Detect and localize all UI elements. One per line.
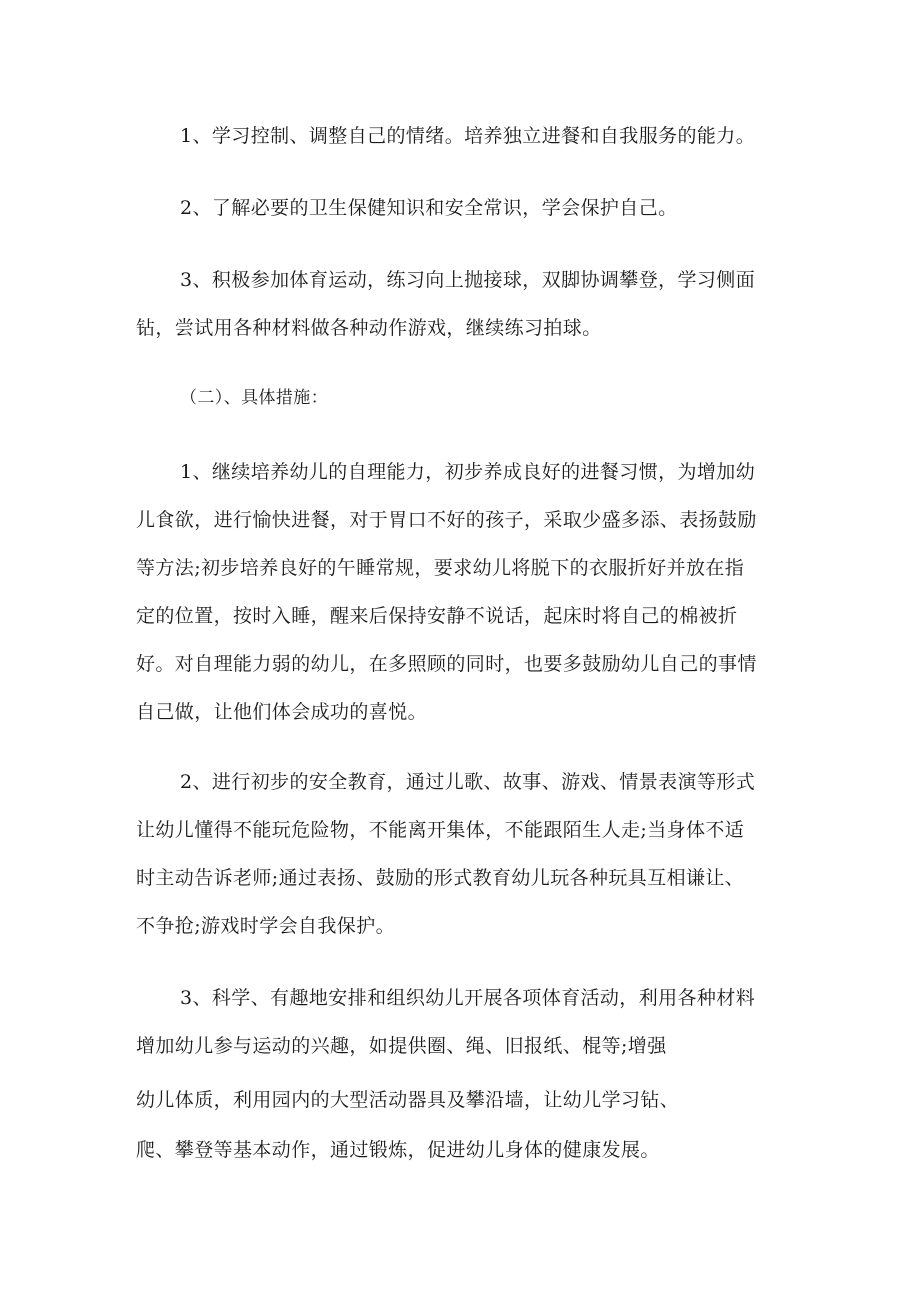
measure-3-line-2: 增加幼儿参与运动的兴趣，如提供圈、绳、旧报纸、棍等;增强	[136, 1035, 667, 1057]
goal-1: 1、学习控制、调整自己的情绪。培养独立进餐和自我服务的能力。	[180, 125, 756, 147]
section-heading: （二）、具体措施：	[180, 388, 329, 408]
measure-1-line-6: 自己做，让他们体会成功的喜悦。	[136, 701, 428, 723]
measure-1-line-3: 等方法;初步培养良好的午睡常规，要求幼儿将脱下的衣服折好并放在指	[136, 557, 745, 579]
measure-2-line-4: 不争抢;游戏时学会自我保护。	[136, 915, 396, 937]
measure-2-line-2: 让幼儿懂得不能玩危险物，不能离开集体，不能跟陌生人走;当身体不适	[136, 819, 745, 841]
goal-3-line-2: 钻，尝试用各种材料做各种动作游戏，继续练习拍球。	[136, 317, 602, 339]
measure-3-line-1: 3、科学、有趣地安排和组织幼儿开展各项体育活动，利用各种材料	[180, 987, 756, 1009]
measure-1-line-2: 儿食欲，进行愉快进餐，对于胃口不好的孩子，采取少盛多添、表扬鼓励	[136, 509, 757, 531]
measure-1-line-1: 1、继续培养幼儿的自理能力，初步养成良好的进餐习惯，为增加幼	[180, 461, 756, 483]
measure-3-line-3: 幼儿体质，利用园内的大型活动器具及攀沿墙，让幼儿学习钻、	[136, 1089, 680, 1111]
measure-3-line-4: 爬、攀登等基本动作，通过锻炼，促进幼儿身体的健康发展。	[136, 1139, 660, 1161]
measure-2-line-1: 2、进行初步的安全教育，通过儿歌、故事、游戏、情景表演等形式	[180, 771, 756, 793]
measure-1-line-5: 好。对自理能力弱的幼儿，在多照顾的同时，也要多鼓励幼儿自己的事情	[136, 653, 757, 675]
goal-2: 2、了解必要的卫生保健知识和安全常识，学会保护自己。	[180, 197, 678, 219]
goal-3-line-1: 3、积极参加体育运动，练习向上抛接球，双脚协调攀登，学习侧面	[180, 269, 756, 291]
measure-1-line-4: 定的位置，按时入睡，醒来后保持安静不说话，起床时将自己的棉被折	[136, 605, 738, 627]
measure-2-line-3: 时主动告诉老师;通过表扬、鼓励的形式教育幼儿玩各种玩具互相谦让、	[136, 867, 745, 889]
